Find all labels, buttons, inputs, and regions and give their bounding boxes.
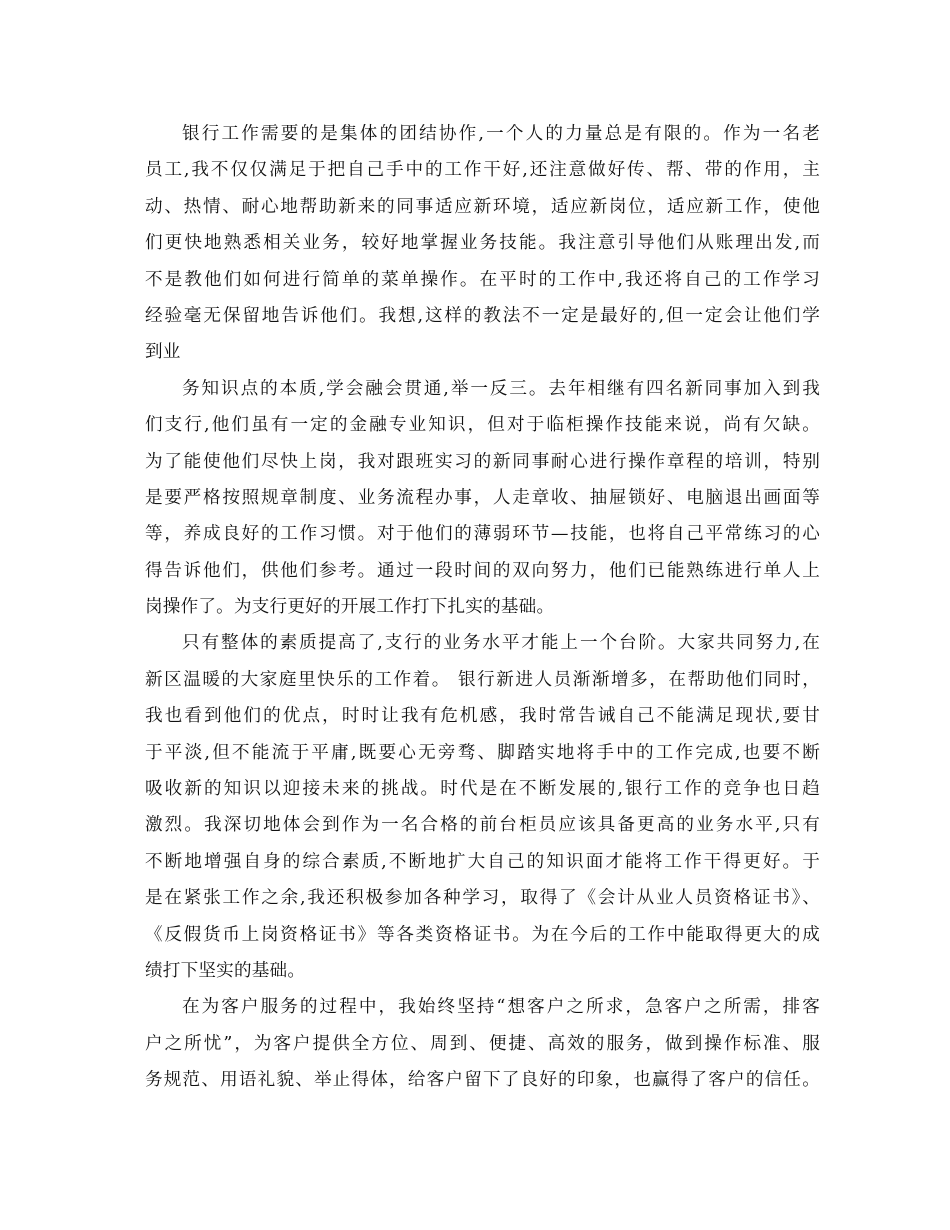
text-line: 到业 (145, 342, 181, 363)
text-line: 为了能使他们尽快上岗，我对跟班实习的新同事耐心进行操作章程的培训，特别 (145, 451, 820, 472)
text-line: 我也看到他们的优点，时时让我有危机感，我时常告诫自己不能满足现状,要甘 (145, 706, 820, 727)
text-line: 绩打下坚实的基础。 (145, 960, 306, 981)
text-line: 是要严格按照规章制度、业务流程办事，人走章收、抽屉锁好、电脑退出画面等 (145, 487, 820, 508)
text-line: 《反假货币上岗资格证书》等各类资格证书。为在今后的工作中能取得更大的成 (145, 924, 820, 945)
text-line: 不断地增强自身的综合素质,不断地扩大自己的知识面才能将工作干得更好。于 (145, 851, 820, 872)
text-line: 是在紧张工作之余,我还积极参加各种学习，取得了《会计从业人员资格证书》、 (145, 888, 820, 909)
text-line: 员工,我不仅仅满足于把自己手中的工作干好,还注意做好传、帮、带的作用，主 (145, 160, 820, 181)
text-line: 经验毫无保留地告诉他们。我想,这样的教法不一定是最好的,但一定会让他们学 (145, 305, 820, 326)
text-line: 于平淡,但不能流于平庸,既要心无旁骛、脚踏实地将手中的工作完成,也要不断 (145, 742, 820, 763)
text-line: 们更快地熟悉相关业务，较好地掌握业务技能。我注意引导他们从账理出发,而 (145, 233, 820, 254)
body-text (145, 116, 820, 1099)
paragraph-first-line: 务知识点的本质,学会融会贯通,举一反三。去年相继有四名新同事加入到我 (182, 378, 820, 399)
text-line: 等，养成良好的工作习惯。对于他们的薄弱环节—技能，也将自己平常练习的心 (145, 524, 820, 545)
text-line: 务规范、用语礼貌、举止得体，给客户留下了良好的印象，也赢得了客户的信任。 (145, 1070, 820, 1091)
paragraph-first-line: 只有整体的素质提高了,支行的业务水平才能上一个台阶。大家共同努力,在 (182, 633, 820, 654)
text-line: 户之所忧”，为客户提供全方位、周到、便捷、高效的服务，做到操作标准、服 (145, 1033, 820, 1054)
paragraph-first-line: 银行工作需要的是集体的团结协作,一个人的力量总是有限的。作为一名老 (182, 124, 820, 144)
text-line: 激烈。我深切地体会到作为一名合格的前台柜员应该具备更高的业务水平,只有 (145, 815, 820, 836)
paragraph-first-line: 在为客户服务的过程中，我始终坚持“想客户之所求，急客户之所需，排客 (182, 997, 820, 1018)
text-line: 们支行,他们虽有一定的金融专业知识，但对于临柜操作技能来说，尚有欠缺。 (145, 415, 820, 436)
text-line: 新区温暖的大家庭里快乐的工作着。 银行新进人员渐渐增多，在帮助他们同时， (145, 669, 820, 690)
text-line: 不是教他们如何进行简单的菜单操作。在平时的工作中,我还将自己的工作学习 (145, 269, 820, 290)
text-line: 吸收新的知识以迎接未来的挑战。时代是在不断发展的,银行工作的竞争也日趋 (145, 779, 820, 800)
text-line: 得告诉他们，供他们参考。通过一段时间的双向努力，他们已能熟练进行单人上 (145, 560, 820, 581)
text-line: 岗操作了。为支行更好的开展工作打下扎实的基础。 (145, 597, 555, 618)
text-line: 动、热情、耐心地帮助新来的同事适应新环境，适应新岗位，适应新工作，使他 (145, 196, 820, 217)
